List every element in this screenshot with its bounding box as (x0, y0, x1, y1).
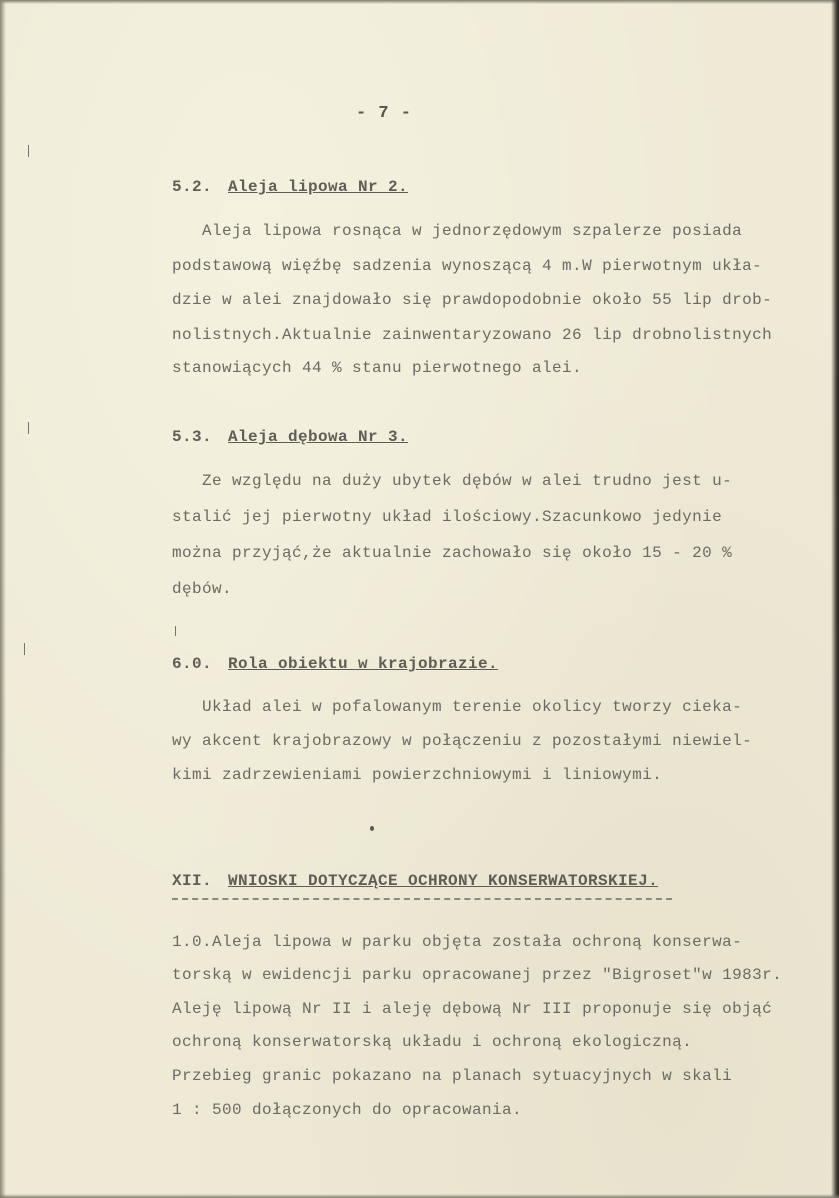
ink-dot (370, 826, 374, 831)
scan-edge-right (831, 0, 839, 1198)
scan-edge-left (0, 0, 6, 1198)
chapter-heading-number: XII. (172, 872, 213, 890)
section-heading-number: 6.0. (172, 655, 213, 673)
section-heading-number: 5.2. (172, 178, 213, 196)
margin-tick-mark (24, 643, 25, 655)
page-number: - 7 - (356, 104, 413, 123)
paragraph-line: Ze względu na duży ubytek dębów w alei trudno jest u- (172, 472, 733, 490)
paragraph-line: 1.0.Aleja lipowa w parku objęta została ochroną konserwa- (172, 933, 743, 951)
section-heading-title: Aleja dębowa Nr 3. (228, 428, 409, 446)
paragraph-line: 1 : 500 dołączonych do opracowania. (172, 1101, 523, 1119)
paragraph-line: stanowiących 44 % stanu pierwotnego alei. (172, 359, 583, 377)
paragraph-line: dębów. (172, 580, 233, 598)
paragraph-line: nolistnych.Aktualnie zainwentaryzowano 26 lip drobnolistnych (172, 326, 773, 344)
margin-tick-mark (28, 422, 29, 434)
paragraph-line: dzie w alei znajdowało się prawdopodobnie około 55 lip drob- (172, 291, 773, 309)
paragraph-line: torską w ewidencji parku opracowanej przez "Bigroset"w 1983r. (172, 966, 783, 984)
scan-edge-bottom (0, 1194, 839, 1198)
section-heading-title: Aleja lipowa Nr 2. (228, 178, 409, 196)
paragraph-line: stalić jej pierwotny układ ilościowy.Szacunkowo jedynie (172, 508, 723, 526)
paragraph-line: Aleja lipowa rosnąca w jednorzędowym szpalerze posiada (172, 222, 743, 240)
margin-tick-mark (28, 145, 29, 157)
paragraph-line: Układ alei w pofalowanym terenie okolicy tworzy cieka- (172, 698, 743, 716)
chapter-heading-title: WNIOSKI DOTYCZĄCE OCHRONY KONSERWATORSKIEJ. (228, 872, 659, 890)
paragraph-line: wy akcent krajobrazowy w połączeniu z pozostałymi niewiel- (172, 732, 753, 750)
section-heading-title: Rola obiektu w krajobrazie. (228, 655, 499, 673)
section-heading-number: 5.3. (172, 428, 213, 446)
paragraph-line: kimi zadrzewieniami powierzchniowymi i liniowymi. (172, 766, 663, 784)
scan-edge-top (0, 0, 839, 4)
paragraph-line: ochroną konserwatorską układu i ochroną ekologiczną. (172, 1033, 693, 1051)
paragraph-line: można przyjąć,że aktualnie zachowało się około 15 - 20 % (172, 544, 733, 562)
paragraph-line: Aleję lipową Nr II i aleję dębową Nr III proponuje się objąć (172, 1000, 773, 1018)
heading-double-underline (172, 898, 672, 900)
paragraph-line: podstawową więźbę sadzenia wynoszącą 4 m.W pierwotnym ukła- (172, 257, 763, 275)
margin-tick-mark (175, 626, 176, 636)
paragraph-line: Przebieg granic pokazano na planach sytuacyjnych w skali (172, 1067, 733, 1085)
